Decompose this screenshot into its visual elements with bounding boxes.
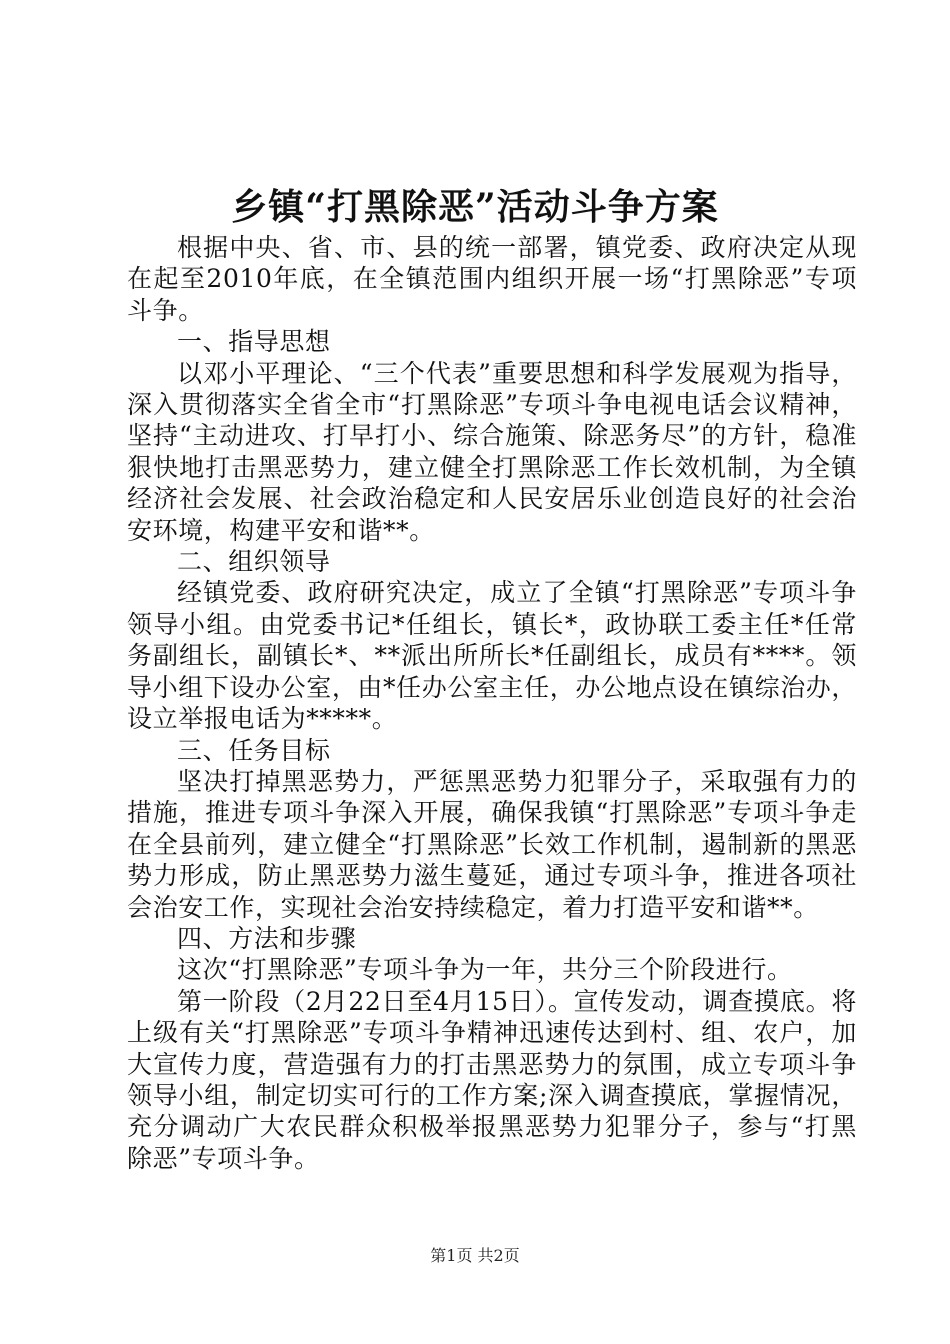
page-number-footer: 第1页 共2页 [430, 1246, 520, 1265]
guiding-ideology-paragraph: 以邓小平理论、“三个代表”重要思想和科学发展观为指导，深入贯彻落实全省全市“打黑除恶”专项斗争电视电话会议精神，坚持“主动进攻、打早打小、综合施策、除恶务尽”的方针，稳准狠快地打击黑恶势力，建立健全打黑除恶工作长效机制，为全镇经济社会发展、社会政治稳定和人民安居乐业创造良好的社会治安环境，构建平安和谐**。 [127, 358, 857, 545]
section-heading-organization: 二、组织领导 [177, 547, 331, 577]
intro-paragraph: 根据中央、省、市、县的统一部署，镇党委、政府决定从现在起至2010年底，在全镇范围内组织开展一场“打黑除恶”专项斗争。 [127, 233, 857, 325]
organization-paragraph: 经镇党委、政府研究决定，成立了全镇“打黑除恶”专项斗争领导小组。由党委书记*任组长，镇长*，政协联工委主任*任常务副组长，副镇长*、**派出所所长*任副组长，成员有****。领导小组下设办公室，由*任办公室主任，办公地点设在镇综治办，设立举报电话为*****。 [127, 578, 857, 734]
methods-intro-paragraph: 这次“打黑除恶”专项斗争为一年，共分三个阶段进行。 [177, 955, 793, 985]
section-heading-methods: 四、方法和步骤 [177, 923, 357, 953]
phase-one-paragraph: 第一阶段（2月22日至4月15日）。宣传发动，调查摸底。将上级有关“打黑除恶”专项斗争精神迅速传达到村、组、农户，加大宣传力度，营造强有力的打击黑恶势力的氛围，成立专项斗争领导小组，制定切实可行的工作方案;深入调查摸底，掌握情况，充分调动广大农民群众积极举报黑恶势力犯罪分子，参与“打黑除恶”专项斗争。 [127, 986, 857, 1173]
document-title: 乡镇“打黑除恶”活动斗争方案 [231, 186, 719, 228]
goals-paragraph: 坚决打掉黑恶势力，严惩黑恶势力犯罪分子，采取强有力的措施，推进专项斗争深入开展，确保我镇“打黑除恶”专项斗争走在全县前列，建立健全“打黑除恶”长效工作机制，遏制新的黑恶势力形成，防止黑恶势力滋生蔓延，通过专项斗争，推进各项社会治安工作，实现社会治安持续稳定，着力打造平安和谐**。 [127, 766, 857, 922]
document-body [127, 232, 857, 1174]
section-heading-guiding-ideology: 一、指导思想 [177, 327, 331, 357]
section-heading-goals: 三、任务目标 [177, 735, 331, 765]
